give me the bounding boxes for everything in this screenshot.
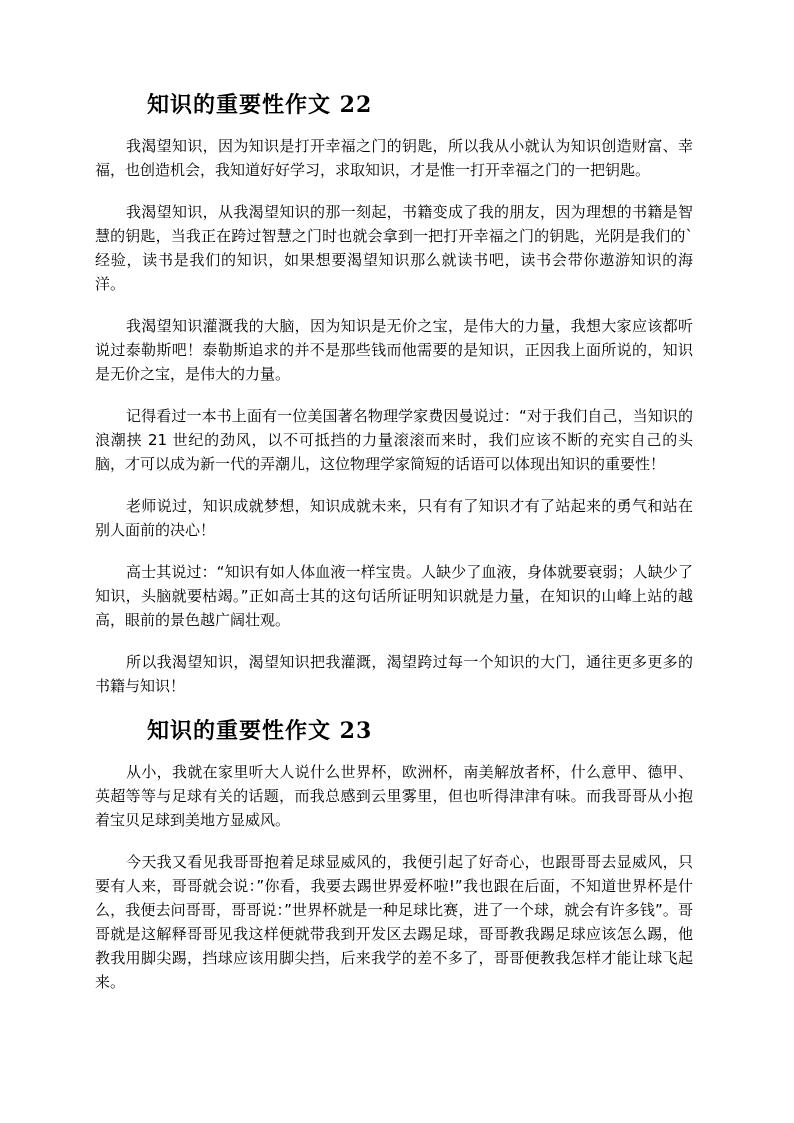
essay-23-paragraph-2: 今天我又看见我哥哥抱着足球显威风的，我便引起了好奇心，也跟哥哥去显威风，只要有人来，哥哥就会说：”你看，我要去踢世界爱杯啦!”我也跟在后面，不知道世界杯是什么，我便去问哥哥，哥哥说：”世界杯就是一种足球比赛，进了一个球，就会有许多钱”。哥哥就是这解释哥哥见我这样便就带我到开发区去踢足球，哥哥教我踢足球应该怎么踢，他教我用脚尖踢，挡球应该用脚尖挡，后来我学的差不多了，哥哥便教我怎样才能让球飞起来。 [95,853,693,991]
section-title-23: 知识的重要性作文 23 [147,718,373,744]
essay-22-paragraph-7: 所以我渴望知识，渴望知识把我灌溉，渴望跨过每一个知识的大门，通往更多更多的书籍与知识！ [95,653,693,695]
document-content [95,92,693,1012]
essay-22-paragraph-2: 我渴望知识，从我渴望知识的那一刻起，书籍变成了我的朋友，因为理想的书籍是智慧的钥匙，当我正在跨过智慧之门时也就会拿到一把打开幸福之门的钥匙，光阴是我们的`经验，读书是我们的知识，如果想要渴望知识那么就读书吧，读书会带你遨游知识的海洋。 [95,203,693,293]
essay-22-paragraph-6: 高士其说过：“知识有如人体血液一样宝贵。人缺少了血液，身体就要衰弱；人缺少了知识，头脑就要枯竭。”正如高士其的这句话所证明知识就是力量，在知识的山峰上站的越高，眼前的景色越广阔壮观。 [95,563,693,629]
section-title-22: 知识的重要性作文 22 [147,92,373,118]
essay-23-paragraph-1: 从小，我就在家里听大人说什么世界杯，欧洲杯，南美解放者杯，什么意甲、德甲、英超等等与足球有关的话题，而我总感到云里雾里，但也听得津津有味。而我哥哥从小抱着宝贝足球到美地方显威风。 [95,763,693,829]
essay-22-paragraph-1: 我渴望知识，因为知识是打开幸福之门的钥匙，所以我从小就认为知识创造财富、幸福，也创造机会，我知道好好学习，求取知识，才是惟一打开幸福之门的一把钥匙。 [95,137,693,179]
essay-22-paragraph-4: 记得看过一本书上面有一位美国著名物理学家费因曼说过：“对于我们自己，当知识的浪潮挟 21 世纪的劲风，以不可抵挡的力量滚滚而来时，我们应该不断的充实自己的头脑，才可以成为新一代的弄潮儿，这位物理学家简短的话语可以体现出知识的重要性！ [95,407,693,473]
essay-22-paragraph-3: 我渴望知识灌溉我的大脑，因为知识是无价之宝，是伟大的力量，我想大家应该都听说过泰勒斯吧！泰勒斯追求的并不是那些钱而他需要的是知识，正因我上面所说的，知识是无价之宝，是伟大的力量。 [95,317,693,383]
essay-22-paragraph-5: 老师说过，知识成就梦想，知识成就未来，只有有了知识才有了站起来的勇气和站在别人面前的决心！ [95,497,693,539]
